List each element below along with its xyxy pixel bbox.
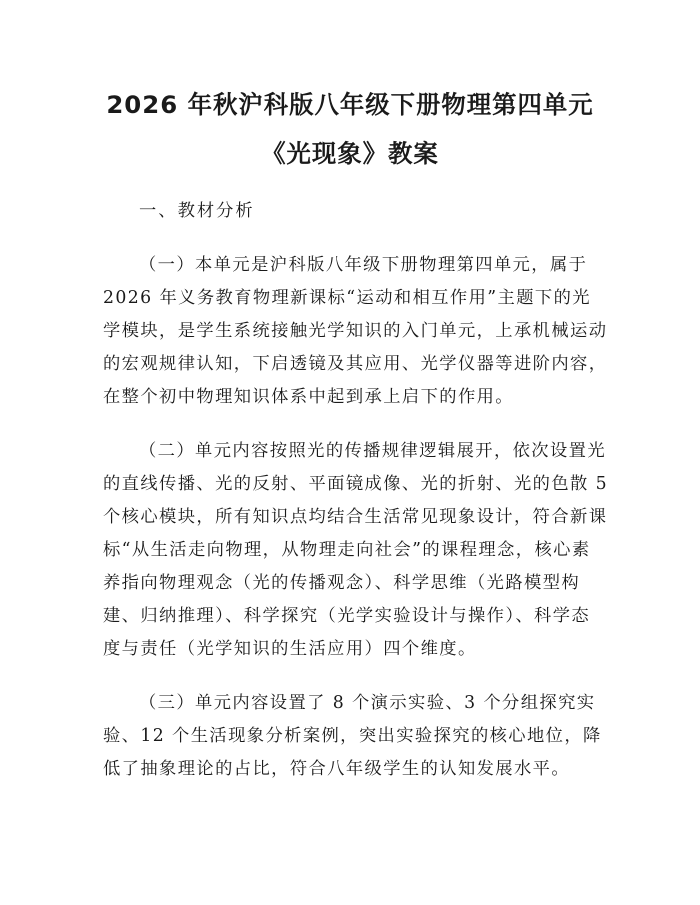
paragraph-line: 标“从生活走向物理，从物理走向社会”的课程理念，核心素	[103, 540, 591, 560]
paragraph-line: 的直线传播、光的反射、平面镜成像、光的折射、光的色散 5	[103, 474, 609, 494]
paragraph-line: 的宏观规律认知，下启透镜及其应用、光学仪器等进阶内容，	[103, 354, 608, 374]
paragraph-line: 度与责任（光学知识的生活应用）四个维度。	[103, 639, 477, 659]
paragraph-line: 建、归纳推理）、科学探究（光学实验设计与操作）、科学态	[103, 606, 591, 626]
document-title-line-2: 《光现象》教案	[261, 139, 439, 168]
paragraph-line: （二）单元内容按照光的传播规律逻辑展开，依次设置光	[139, 441, 607, 461]
paragraph-line: 个核心模块，所有知识点均结合生活常见现象设计，符合新课	[103, 507, 608, 527]
paragraph-line: 在整个初中物理知识体系中起到承上启下的作用。	[103, 387, 514, 407]
paragraph-line: 低了抽象理论的占比，符合八年级学生的认知发展水平。	[103, 759, 571, 779]
paragraph-line: （一）本单元是沪科版八年级下册物理第四单元，属于	[139, 255, 588, 275]
paragraph-line: 学模块，是学生系统接触光学知识的入门单元，上承机械运动	[103, 321, 608, 341]
paragraph-line: 养指向物理观念（光的传播观念）、科学思维（光路模型构	[103, 573, 581, 593]
section-heading: 一、教材分析	[139, 201, 255, 221]
paragraph-line: 验、12 个生活现象分析案例，突出实验探究的核心地位，降	[103, 726, 602, 746]
document-title-line-1: 2026 年秋沪科版八年级下册物理第四单元	[106, 90, 594, 119]
paragraph-line: 2026 年义务教育物理新课标“运动和相互作用”主题下的光	[103, 288, 591, 308]
paragraph-line: （三）单元内容设置了 8 个演示实验、3 个分组探究实	[139, 693, 596, 713]
